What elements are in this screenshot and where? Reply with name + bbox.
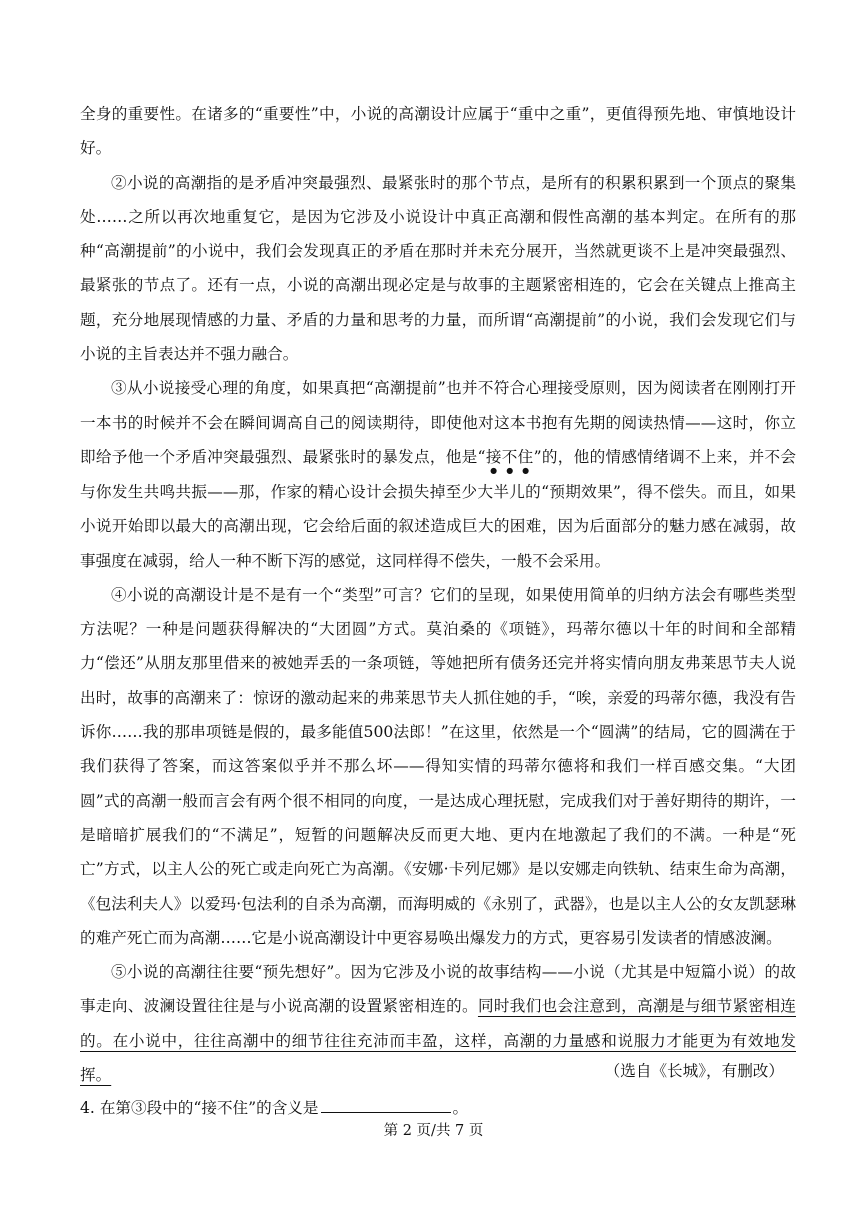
article-body — [80, 97, 796, 1092]
underlined-sentence: 同时我们也会注意到，高潮是与细节紧密相连的。在小说中，往往高潮中的细节往往充沛而丰盈，这样，高潮的力量感和说服力才能更为有效地发挥。 — [80, 997, 796, 1085]
paragraph-2: ②小说的高潮指的是矛盾冲突最强烈、最紧张时的那个节点，是所有的积累积累到一个顶点的聚集处……之所以再次地重复它，是因为它涉及小说设计中真正高潮和假性高潮的基本判定。在所有的那种“高潮提前”的小说中，我们会发现真正的矛盾在那时并未充分展开，当然就更谈不上是冲突最强烈、最紧张的节点了。还有一点，小说的高潮出现必定是与故事的主题紧密相连的，它会在关键点上推高主题，充分地展现情感的力量、矛盾的力量和思考的力量，而所谓“高潮提前”的小说，我们会发现它们与小说的主旨表达并不强力融合。 — [80, 173, 796, 364]
paragraph-continued: 全身的重要性。在诸多的“重要性”中，小说的高潮设计应属于“重中之重”，更值得预先地、审慎地设计好。 — [80, 105, 796, 158]
paragraph-3-text-before: ③从小说接受心理的角度，如果真把“高潮提前”也并不符合心理接受原则，因为阅读者在刚刚打开一本书的时候并不会在瞬间调高自己的阅读期待，即使他对这本书抱有先期的阅读热情——这时，你立即给予他一个矛盾冲突最强烈、最紧张时的暴发点，他是“ — [80, 379, 796, 466]
paragraph-4: ④小说的高潮设计是不是有一个“类型”可言？它们的呈现，如果使用简单的归纳方法会有哪些类型方法呢？一种是问题获得解决的“大团圆”方式。莫泊桑的《项链》，玛蒂尔德以十年的时间和全部精力“偿还”从朋友那里借来的被她弄丢的一条项链，等她把所有债务还完并将实情向朋友弗莱思节夫人说出时，故事的高潮来了：惊讶的激动起来的弗莱思节夫人抓住她的手，“唉，亲爱的玛蒂尔德，我没有告诉你……我的那串项链是假的，最多能值500法郎！”在这里，依然是一个“圆满”的结局，它的圆满在于我们获得了答案，而这答案似乎并不那么坏——得知实情的玛蒂尔德将和我们一样百感交集。“大团圆”式的高潮一般而言会有两个很不相同的向度，一是达成心理抚慰，完成我们对于善好期待的期许，一是暗暗扩展我们的“不满足”，短暂的问题解决反而更大地、更内在地激起了我们的不满。一种是“死亡”方式，以主人公的死亡或走向死亡为高潮。《安娜·卡列尼娜》是以安娜走向铁轨、结束生命为高潮，《包法利夫人》以爱玛·包法利的自杀为高潮，而海明威的《永别了，武器》，也是以主人公的女友凯瑟琳的难产死亡而为高潮……它是小说高潮设计中更容易唤出爆发力的方式，更容易引发读者的情感波澜。 — [80, 585, 796, 947]
source-citation: （选自《长城》，有删改） — [604, 1062, 784, 1080]
page-number: 第 2 页/共 7 页 — [383, 1123, 484, 1139]
emphasized-term: 接不住 — [485, 447, 534, 466]
paragraph-3-text-after: ”的，他的情感情绪调不上来，并不会与你发生共鸣共振——那，作家的精心设计会损失掉至少大半儿的“预期效果”，得不偿失。而且，如果小说开始即以最大的高潮出现，它会给后面的叙述造成巨大的困难，因为后面部分的魅力感在减弱，故事强度在减弱，给人一种不断下泻的感觉，这同样得不偿失，一般不会采用。 — [80, 447, 796, 570]
paragraph-3 — [80, 371, 796, 577]
paragraph-5-text: ⑤小说的高潮往往要“预先想好”。因为它涉及小说的故事结构——小说（尤其是中短篇小说）的故事走向、波澜设置往往是与小说高潮的设置紧密相连的。 — [80, 963, 796, 1016]
question-end: 。 — [452, 1099, 469, 1117]
answer-blank[interactable] — [321, 1094, 451, 1113]
question-text: 4. 在第③段中的“接不住”的含义是 — [80, 1099, 319, 1117]
